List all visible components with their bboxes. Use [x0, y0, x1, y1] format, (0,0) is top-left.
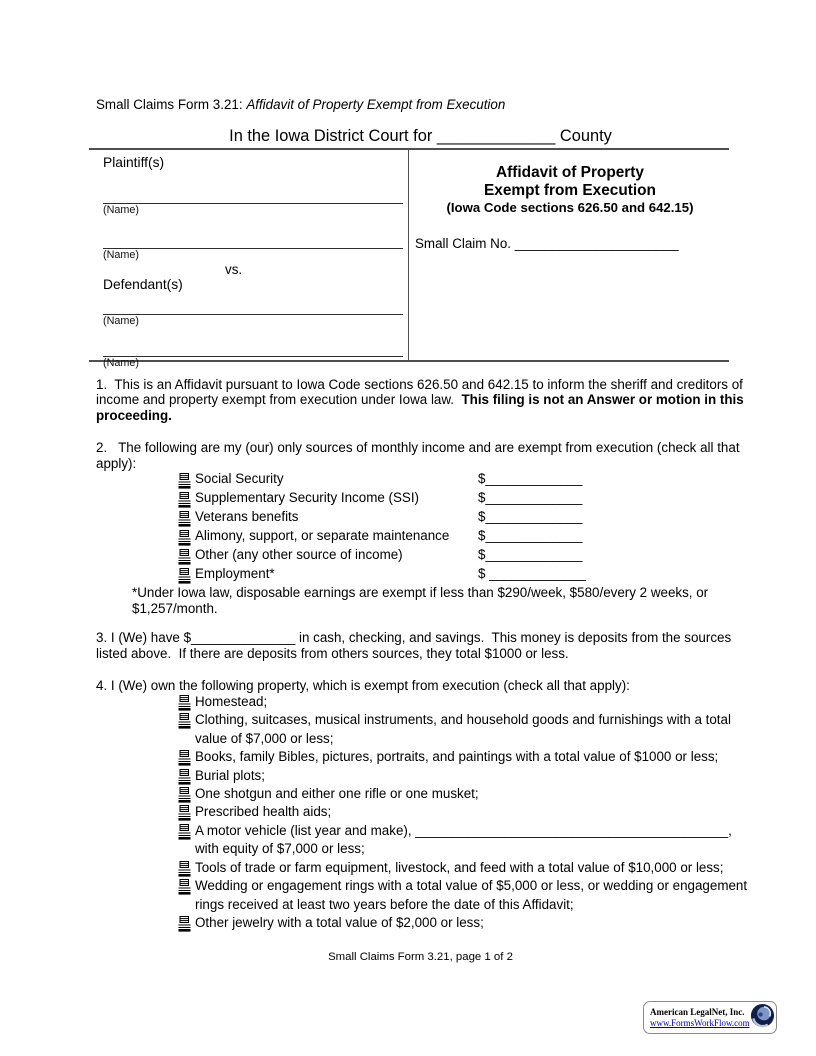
court-heading-prefix: In the Iowa District Court for — [229, 126, 437, 145]
property-item-label: Other jewelry with a total value of $2,000 or less; — [195, 914, 484, 930]
vs-label: vs. — [225, 261, 243, 277]
checkbox-icon[interactable] — [178, 471, 195, 489]
income-amount-blank: $_____________ — [478, 547, 583, 563]
legalnet-globe-icon — [750, 1003, 775, 1032]
checkbox-icon[interactable] — [178, 877, 195, 895]
property-item-row — [178, 785, 753, 803]
paragraph-4: 4. I (We) own the following property, which is exempt from execution (check all that apply): — [96, 677, 630, 693]
plaintiff-name-slot-1 — [103, 171, 400, 217]
name-blank-line — [103, 327, 403, 357]
property-item-row — [178, 767, 753, 785]
name-caption: (Name) — [103, 357, 139, 370]
income-item-label: Supplementary Security Income (SSI) — [195, 490, 420, 506]
income-item-row — [178, 547, 745, 566]
page-footer: Small Claims Form 3.21, page 1 of 2 — [328, 951, 513, 964]
court-heading — [96, 127, 745, 146]
property-item-row — [178, 914, 753, 932]
income-item-label: Employment* — [195, 566, 275, 582]
court-heading-suffix: County — [555, 126, 612, 145]
caption-parties-cell — [89, 150, 408, 370]
small-claim-label: Small Claim No. — [415, 236, 515, 252]
name-caption: (Name) — [103, 249, 139, 262]
income-amount-blank: $ _____________ — [478, 566, 586, 582]
defendant-name-slot-2 — [103, 327, 400, 370]
property-item-label: Books, family Bibles, pictures, portraits, and paintings with a total value of $1000 or less; — [195, 749, 719, 765]
checkbox-icon[interactable] — [178, 547, 195, 565]
checkbox-icon[interactable] — [178, 767, 195, 785]
property-item-label: Clothing, suitcases, musical instruments, and household goods and furnishings with a total value of $7,000 or less; — [195, 712, 731, 746]
caption-title-cell — [408, 150, 729, 360]
checkbox-icon[interactable] — [178, 822, 195, 840]
vendor-company-name: American LegalNet, Inc. — [650, 1007, 745, 1018]
case-caption-box — [89, 148, 729, 370]
checkbox-icon[interactable] — [178, 528, 195, 546]
checkbox-icon[interactable] — [178, 785, 195, 803]
checkbox-icon[interactable] — [178, 711, 195, 729]
property-item-row — [178, 711, 753, 748]
property-item-label: A motor vehicle (list year and make), __________________________________________, with equity of $7,000 or less; — [195, 822, 732, 857]
name-caption: (Name) — [103, 203, 139, 216]
property-item-row — [178, 877, 753, 914]
checkbox-icon[interactable] — [178, 914, 195, 932]
form-title-line1: Affidavit of Property — [496, 163, 644, 181]
income-item-label: Veterans benefits — [195, 509, 299, 525]
checkbox-icon[interactable] — [178, 803, 195, 821]
checkbox-icon[interactable] — [178, 490, 195, 508]
property-item-row — [178, 859, 753, 877]
checkbox-icon[interactable] — [178, 566, 195, 584]
name-blank-line — [103, 293, 403, 315]
income-item-row — [178, 471, 745, 490]
property-item-label: Burial plots; — [195, 767, 265, 783]
income-item-row — [178, 509, 745, 528]
property-item-row — [178, 803, 753, 821]
property-item-label: One shotgun and either one rifle or one musket; — [195, 786, 479, 802]
plaintiff-label: Plaintiff(s) — [103, 154, 165, 170]
property-item-row — [178, 748, 753, 766]
checkbox-icon[interactable] — [178, 859, 195, 877]
property-checklist — [178, 693, 753, 932]
paragraph-2: 2. The following are my (our) only sources of monthly income and are exempt from execution (check all that apply): — [96, 440, 744, 471]
paragraph-1 — [96, 376, 748, 424]
defendant-name-slot-1 — [103, 293, 400, 328]
small-claim-blank: ______________________ — [514, 236, 679, 252]
form-id: Small Claims Form 3.21: — [96, 97, 247, 112]
form-title-code-sections: (Iowa Code sections 626.50 and 642.15) — [446, 199, 694, 215]
property-item-label: Prescribed health aids; — [195, 804, 332, 820]
paragraph-1-bold-notice: This filing is not an Answer or motion in this proceeding. — [96, 392, 748, 423]
income-item-row — [178, 490, 745, 509]
checkbox-icon[interactable] — [178, 693, 195, 711]
form-title-italic: Affidavit of Property Exempt from Execution — [246, 97, 506, 112]
income-amount-blank: $_____________ — [478, 509, 583, 525]
name-caption: (Name) — [103, 314, 139, 327]
income-item-label: Social Security — [195, 471, 284, 487]
income-checklist — [178, 471, 745, 585]
property-item-row — [178, 822, 753, 859]
property-item-row — [178, 693, 753, 711]
income-amount-blank: $_____________ — [478, 490, 583, 506]
paragraph-3: 3. I (We) have $______________ in cash, checking, and savings. This money is deposits from the sources listed above. If there are deposits from others sources, they total $1000 or less. — [96, 630, 735, 661]
property-item-label: Wedding or engagement rings with a total value of $5,000 or less, or wedding or engagement rings received at least two years before the date of this Affidavit; — [195, 878, 748, 912]
property-item-label: Homestead; — [195, 694, 268, 710]
income-item-label: Alimony, support, or separate maintenance — [195, 528, 450, 544]
property-item-label: Tools of trade or farm equipment, livestock, and feed with a total value of $10,000 or less; — [195, 859, 724, 875]
vendor-url-link[interactable]: www.FormsWorkFlow.com — [650, 1017, 750, 1028]
income-item-row — [178, 528, 745, 547]
income-item-label: Other (any other source of income) — [195, 547, 403, 563]
checkbox-icon[interactable] — [178, 748, 195, 766]
name-blank-line — [103, 216, 403, 249]
income-amount-blank: $_____________ — [478, 471, 583, 487]
paragraph-1-text: 1. This is an Affidavit pursuant to Iowa Code sections 626.50 and 642.15 to inform the sheriff and creditors of income and property exempt from execution under Iowa law. — [96, 376, 747, 408]
checkbox-icon[interactable] — [178, 509, 195, 527]
income-amount-blank: $_____________ — [478, 528, 583, 544]
defendant-label: Defendant(s) — [103, 276, 183, 292]
plaintiff-name-slot-2 — [103, 216, 400, 262]
form-title-line2: Exempt from Execution — [484, 181, 656, 199]
vendor-text — [650, 1007, 750, 1028]
county-blank: _____________ — [436, 126, 556, 145]
vendor-logo-box — [643, 1001, 777, 1034]
form-id-line — [96, 97, 745, 113]
earnings-footnote: *Under Iowa law, disposable earnings are exempt if less than $290/week, $580/every 2 weeks, or $1,257/month. — [132, 585, 712, 616]
income-item-row — [178, 566, 745, 585]
name-blank-line — [103, 171, 403, 204]
small-claim-number-row — [415, 236, 725, 252]
